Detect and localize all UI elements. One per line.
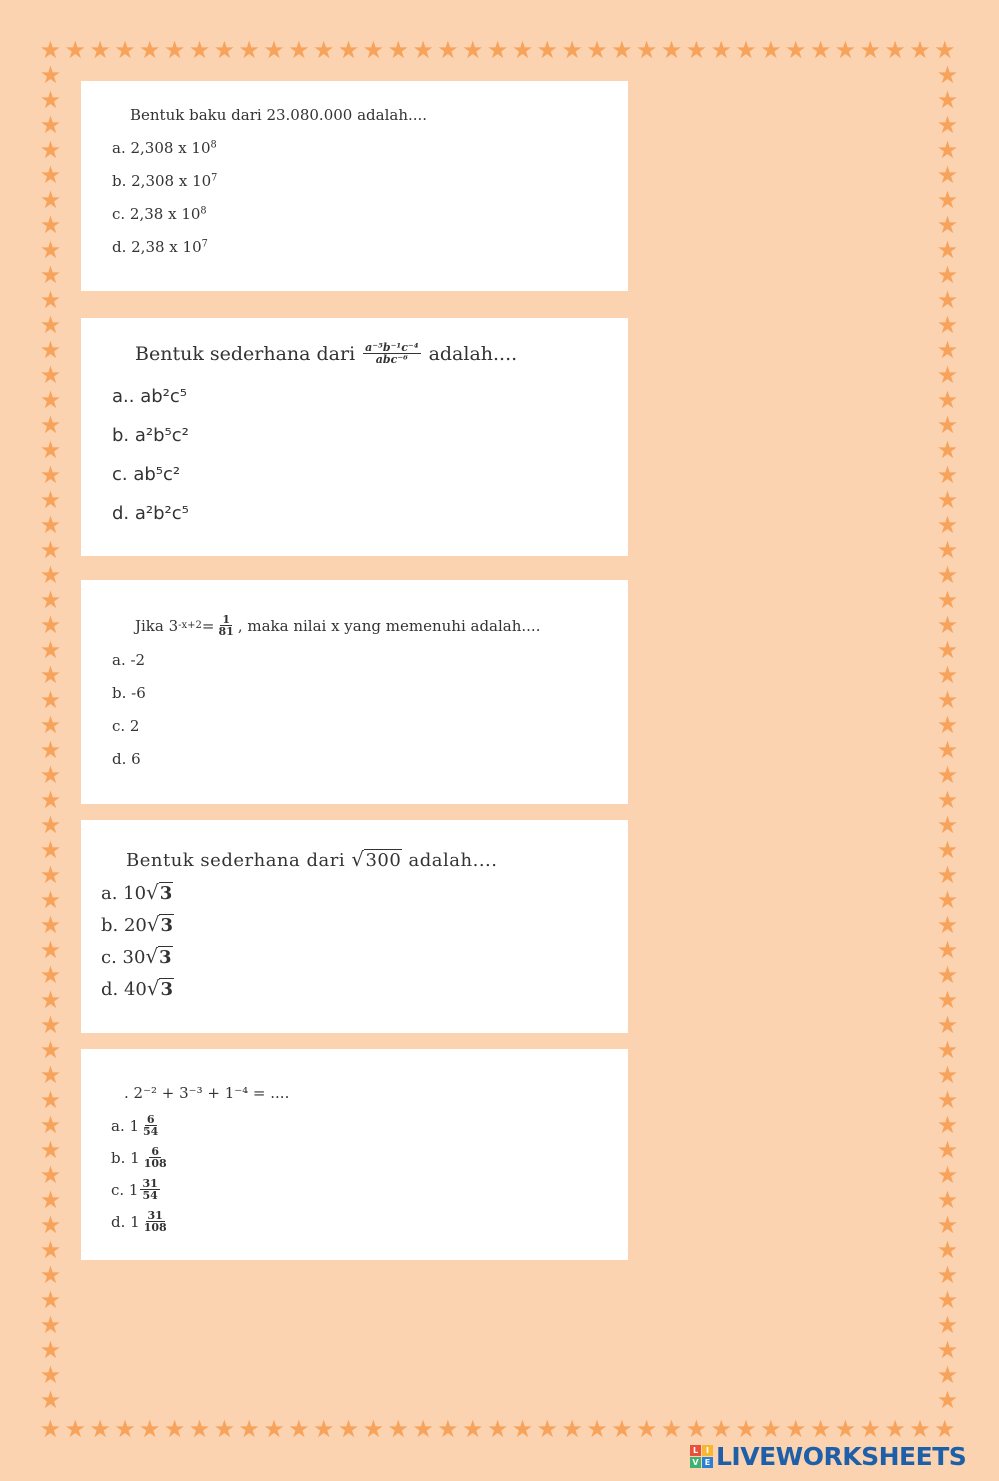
star-icon: ★ — [39, 1036, 62, 1064]
star-icon: ★ — [936, 836, 959, 864]
star-icon: ★ — [263, 36, 285, 64]
star-icon: ★ — [337, 36, 360, 64]
star-icon: ★ — [139, 36, 161, 64]
star-icon: ★ — [586, 1415, 608, 1443]
star-icon: ★ — [89, 36, 111, 64]
star-icon: ★ — [312, 36, 335, 64]
star-icon: ★ — [936, 1286, 959, 1314]
star-icon: ★ — [611, 36, 633, 64]
star-icon: ★ — [39, 1136, 62, 1164]
liveworksheets-logo-icon: L I V E — [690, 1445, 713, 1468]
star-icon: ★ — [39, 86, 62, 114]
star-icon: ★ — [39, 486, 62, 514]
star-icon: ★ — [936, 236, 959, 264]
question-card-2 — [81, 318, 628, 556]
star-icon: ★ — [39, 561, 62, 589]
star-icon: ★ — [39, 1061, 62, 1089]
star-icon: ★ — [39, 811, 62, 839]
star-icon: ★ — [936, 211, 959, 239]
star-icon: ★ — [39, 161, 62, 189]
option-d[interactable]: d. a²b²c⁵ — [112, 503, 189, 524]
exponent-fraction: $\frac{\text{a⁻⁵b⁻¹c⁻⁴}}{\text{abc⁻⁶}}$ — [365, 341, 419, 366]
star-icon: ★ — [337, 1415, 360, 1443]
star-icon: ★ — [859, 1415, 882, 1443]
star-icon: ★ — [660, 1415, 683, 1443]
star-icon: ★ — [936, 1011, 959, 1039]
star-icon: ★ — [936, 1211, 959, 1239]
star-icon: ★ — [859, 36, 882, 64]
star-icon: ★ — [710, 1415, 732, 1443]
star-icon: ★ — [213, 36, 236, 64]
star-icon: ★ — [536, 36, 559, 64]
star-icon: ★ — [412, 1415, 434, 1443]
star-icon: ★ — [213, 1415, 236, 1443]
star-icon: ★ — [936, 311, 959, 339]
star-icon: ★ — [936, 411, 959, 439]
star-icon: ★ — [685, 36, 708, 64]
star-icon: ★ — [263, 1415, 285, 1443]
star-icon: ★ — [362, 36, 385, 64]
star-icon: ★ — [288, 36, 310, 64]
star-icon: ★ — [909, 1415, 931, 1443]
star-icon: ★ — [64, 36, 87, 64]
star-icon: ★ — [39, 461, 62, 489]
star-icon: ★ — [39, 986, 62, 1014]
option-a[interactable]: a.. ab²c⁵ — [112, 386, 187, 407]
star-icon: ★ — [936, 336, 959, 364]
option-b[interactable]: b. 2,308 x $10^7$ — [112, 172, 218, 190]
star-icon: ★ — [387, 1415, 409, 1443]
star-icon: ★ — [760, 36, 782, 64]
star-icon: ★ — [238, 36, 260, 64]
star-icon: ★ — [936, 861, 959, 889]
star-icon: ★ — [936, 461, 959, 489]
star-icon: ★ — [936, 811, 959, 839]
star-icon: ★ — [936, 61, 959, 89]
star-icon: ★ — [39, 436, 62, 464]
option-c[interactable]: c. 30√3 — [101, 945, 172, 968]
star-icon: ★ — [936, 636, 959, 664]
star-icon: ★ — [936, 936, 959, 964]
star-icon: ★ — [735, 36, 757, 64]
star-icon: ★ — [936, 1186, 959, 1214]
option-c[interactable]: c. ab⁵c² — [112, 464, 181, 485]
star-icon: ★ — [936, 86, 959, 114]
star-icon: ★ — [39, 711, 62, 739]
star-icon: ★ — [561, 1415, 583, 1443]
star-icon: ★ — [188, 36, 211, 64]
star-icon: ★ — [39, 1186, 62, 1214]
star-icon: ★ — [586, 36, 608, 64]
option-d[interactable]: d. 2,38 x $10^7$ — [112, 238, 208, 256]
star-icon: ★ — [39, 411, 62, 439]
star-icon: ★ — [39, 386, 62, 414]
star-icon: ★ — [39, 36, 62, 64]
star-icon: ★ — [39, 236, 62, 264]
star-icon: ★ — [936, 536, 959, 564]
star-icon: ★ — [936, 911, 959, 939]
star-icon: ★ — [936, 1311, 959, 1339]
option-d[interactable]: d. 1 $\frac{31}{108}$ — [111, 1209, 167, 1234]
star-icon: ★ — [536, 1415, 559, 1443]
star-icon: ★ — [936, 561, 959, 589]
star-icon: ★ — [39, 1236, 62, 1264]
star-icon: ★ — [238, 1415, 260, 1443]
star-icon: ★ — [936, 1061, 959, 1089]
star-icon: ★ — [39, 1361, 62, 1389]
star-icon: ★ — [784, 1415, 807, 1443]
star-icon: ★ — [39, 1386, 62, 1414]
option-b[interactable]: b. 1 $\frac{6}{108}$ — [111, 1145, 167, 1170]
option-d[interactable]: d. 40√3 — [101, 977, 174, 1000]
star-icon: ★ — [936, 1161, 959, 1189]
star-icon: ★ — [936, 886, 959, 914]
star-icon: ★ — [39, 1311, 62, 1339]
star-icon: ★ — [39, 1161, 62, 1189]
star-icon: ★ — [39, 1261, 62, 1289]
option-b[interactable]: b. 20√3 — [101, 913, 174, 936]
star-icon: ★ — [760, 1415, 782, 1443]
star-icon: ★ — [735, 1415, 757, 1443]
option-c[interactable]: c. 2 — [112, 717, 140, 735]
star-icon: ★ — [437, 36, 459, 64]
star-icon: ★ — [936, 436, 959, 464]
star-icon: ★ — [387, 36, 409, 64]
question-card-3 — [81, 580, 628, 804]
star-border-left — [38, 63, 63, 1413]
star-icon: ★ — [39, 761, 62, 789]
star-icon: ★ — [936, 1111, 959, 1139]
star-icon: ★ — [834, 1415, 857, 1443]
star-icon: ★ — [188, 1415, 211, 1443]
star-icon: ★ — [936, 661, 959, 689]
star-icon: ★ — [834, 36, 857, 64]
star-icon: ★ — [936, 1361, 959, 1389]
star-icon: ★ — [660, 36, 683, 64]
star-icon: ★ — [936, 611, 959, 639]
option-a[interactable]: a. 10√3 — [101, 881, 173, 904]
star-icon: ★ — [39, 911, 62, 939]
star-icon: ★ — [611, 1415, 633, 1443]
star-icon: ★ — [39, 611, 62, 639]
star-icon: ★ — [288, 1415, 310, 1443]
star-icon: ★ — [936, 1136, 959, 1164]
square-root: √300 — [351, 848, 402, 871]
star-icon: ★ — [936, 361, 959, 389]
star-icon: ★ — [39, 1336, 62, 1364]
star-icon: ★ — [39, 111, 62, 139]
liveworksheets-logo[interactable] — [690, 1441, 966, 1471]
star-icon: ★ — [163, 36, 186, 64]
star-icon: ★ — [39, 186, 62, 214]
star-icon: ★ — [936, 136, 959, 164]
star-icon: ★ — [635, 36, 658, 64]
star-icon: ★ — [936, 786, 959, 814]
star-icon: ★ — [39, 261, 62, 289]
star-icon: ★ — [39, 1211, 62, 1239]
option-b[interactable]: b. -6 — [112, 684, 146, 702]
question-card-5 — [81, 1049, 628, 1260]
star-icon: ★ — [312, 1415, 335, 1443]
star-icon: ★ — [884, 36, 906, 64]
star-icon: ★ — [936, 186, 959, 214]
star-icon: ★ — [934, 36, 956, 64]
star-icon: ★ — [936, 1336, 959, 1364]
star-icon: ★ — [39, 886, 62, 914]
star-icon: ★ — [936, 1086, 959, 1114]
star-icon: ★ — [936, 286, 959, 314]
star-icon: ★ — [936, 386, 959, 414]
star-icon: ★ — [39, 836, 62, 864]
star-icon: ★ — [39, 361, 62, 389]
star-icon: ★ — [635, 1415, 658, 1443]
star-icon: ★ — [936, 711, 959, 739]
star-icon: ★ — [39, 311, 62, 339]
question-text: Bentuk baku dari 23.080.000 adalah.... — [130, 106, 428, 124]
star-icon: ★ — [561, 36, 583, 64]
star-icon: ★ — [462, 36, 484, 64]
star-icon: ★ — [39, 936, 62, 964]
star-icon: ★ — [39, 286, 62, 314]
star-icon: ★ — [486, 36, 509, 64]
fraction: $\frac{1}{81}$ — [218, 613, 234, 638]
option-c[interactable]: c. 2,38 x $10^8$ — [112, 205, 207, 223]
option-a[interactable]: a. 1 $\frac{6}{54}$ — [111, 1113, 159, 1138]
star-icon: ★ — [39, 1111, 62, 1139]
star-icon: ★ — [39, 1286, 62, 1314]
star-icon: ★ — [39, 661, 62, 689]
star-icon: ★ — [362, 1415, 385, 1443]
star-icon: ★ — [39, 336, 62, 364]
star-icon: ★ — [936, 1036, 959, 1064]
star-icon: ★ — [685, 1415, 708, 1443]
star-icon: ★ — [114, 1415, 136, 1443]
star-icon: ★ — [139, 1415, 161, 1443]
star-icon: ★ — [936, 586, 959, 614]
star-icon: ★ — [39, 686, 62, 714]
star-icon: ★ — [39, 861, 62, 889]
star-icon: ★ — [936, 261, 959, 289]
star-icon: ★ — [809, 1415, 832, 1443]
star-icon: ★ — [89, 1415, 111, 1443]
star-icon: ★ — [936, 1236, 959, 1264]
liveworksheets-logo-text: LIVEWORKSHEETS — [716, 1441, 967, 1471]
star-icon: ★ — [884, 1415, 906, 1443]
star-border-top — [38, 38, 957, 63]
star-icon: ★ — [936, 961, 959, 989]
star-icon: ★ — [486, 1415, 509, 1443]
star-icon: ★ — [64, 1415, 87, 1443]
star-icon: ★ — [936, 1386, 959, 1414]
star-icon: ★ — [936, 511, 959, 539]
question-card-4 — [81, 820, 628, 1033]
star-icon: ★ — [114, 36, 136, 64]
star-icon: ★ — [163, 1415, 186, 1443]
star-icon: ★ — [511, 36, 534, 64]
star-icon: ★ — [39, 586, 62, 614]
option-b[interactable]: b. a²b⁵c² — [112, 425, 189, 446]
star-icon: ★ — [39, 511, 62, 539]
star-icon: ★ — [936, 486, 959, 514]
star-icon: ★ — [39, 61, 62, 89]
star-icon: ★ — [462, 1415, 484, 1443]
star-icon: ★ — [39, 736, 62, 764]
star-icon: ★ — [809, 36, 832, 64]
star-icon: ★ — [936, 986, 959, 1014]
question-text: . 2⁻² + 3⁻³ + 1⁻⁴ = .... — [124, 1084, 290, 1102]
star-icon: ★ — [39, 536, 62, 564]
star-icon: ★ — [934, 1415, 956, 1443]
star-icon: ★ — [936, 161, 959, 189]
star-icon: ★ — [936, 1261, 959, 1289]
star-border-right — [935, 63, 960, 1413]
option-a[interactable]: a. -2 — [112, 651, 146, 669]
option-a[interactable]: a. 2,308 x $10^8$ — [112, 139, 217, 157]
star-icon: ★ — [39, 1415, 62, 1443]
question-text: Bentuk sederhana dari √300 adalah.... — [126, 848, 498, 871]
star-icon: ★ — [784, 36, 807, 64]
question-text: Jika 3 -x+2 = $\frac{1}{81}$ , maka nilai x yang memenuhi adalah.... — [135, 613, 541, 638]
star-icon: ★ — [936, 761, 959, 789]
star-icon: ★ — [39, 136, 62, 164]
question-text: Bentuk sederhana dari $\frac{\text{a⁻⁵b⁻¹c⁻⁴}}{\text{abc⁻⁶}}$ adalah.... — [135, 341, 518, 366]
star-icon: ★ — [936, 111, 959, 139]
option-d[interactable]: d. 6 — [112, 750, 141, 768]
star-icon: ★ — [39, 211, 62, 239]
star-border-bottom — [38, 1417, 957, 1442]
star-icon: ★ — [710, 36, 732, 64]
star-icon: ★ — [936, 686, 959, 714]
option-c[interactable]: c. 1 $\frac{31}{54}$ — [111, 1177, 158, 1202]
star-icon: ★ — [437, 1415, 459, 1443]
star-icon: ★ — [39, 1086, 62, 1114]
star-icon: ★ — [412, 36, 434, 64]
star-icon: ★ — [39, 961, 62, 989]
star-icon: ★ — [39, 786, 62, 814]
star-icon: ★ — [39, 636, 62, 664]
star-icon: ★ — [909, 36, 931, 64]
star-icon: ★ — [936, 736, 959, 764]
question-card-1 — [81, 81, 628, 291]
star-icon: ★ — [39, 1011, 62, 1039]
star-icon: ★ — [511, 1415, 534, 1443]
